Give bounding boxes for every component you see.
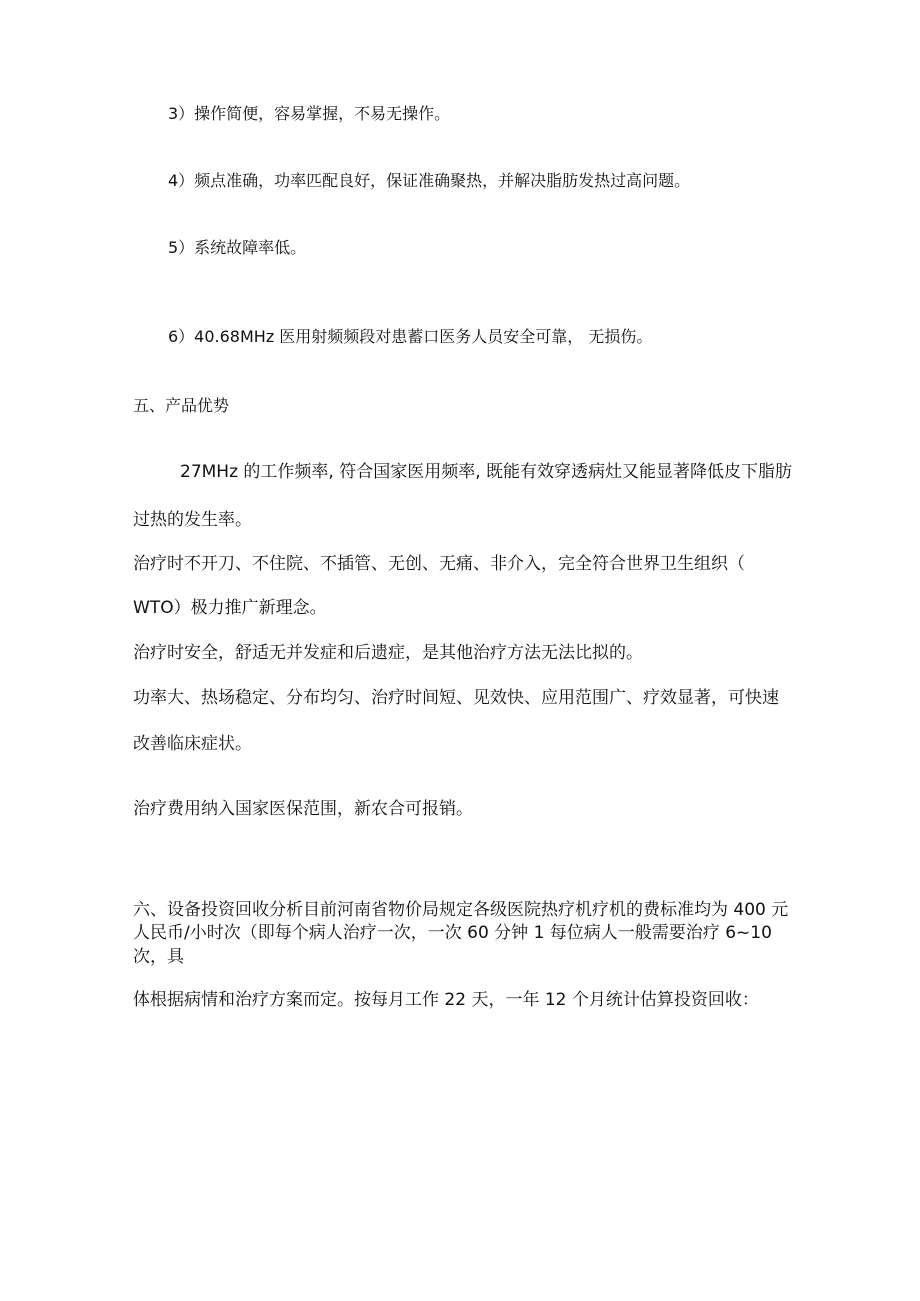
section-5-paragraph-3: 治疗时安全，舒适无并发症和后遗症，是其他治疗方法无法比拟的。 (133, 643, 643, 663)
section-5-paragraph-4-line-1: 功率大、热场稳定、分布均匀、治疗时间短、见效快、应用范围广、疗效显著，可快速 (133, 688, 779, 708)
list-item-5: 5）系统故障率低。 (168, 238, 307, 257)
section-6-line-3: 次，具 (133, 947, 184, 967)
section-6-line-4: 体根据病情和治疗方案而定。按每月工作 22 天，一年 12 个月统计估算投资回收： (133, 990, 759, 1010)
list-item-6: 6）40.68MHz 医用射频频段对患蓄口医务人员安全可靠， 无损伤。 (168, 327, 653, 346)
section-5-paragraph-2-line-2: WTO）极力推广新理念。 (133, 598, 327, 618)
section-5-paragraph-4-line-2: 改善临床症状。 (133, 734, 252, 754)
list-item-4: 4）频点准确，功率匹配良好，保证准确聚热，并解决脂肪发热过高问题。 (168, 171, 691, 190)
section-6-line-1: 六、设备投资回收分析目前河南省物价局规定各级医院热疗机疗机的费标准均为 400 元 (133, 900, 789, 920)
section-5-paragraph-1-line-1: 27MHz 的工作频率, 符合国家医用频率, 既能有效穿透病灶又能显著降低皮下脂肪 (180, 462, 793, 482)
section-5-paragraph-2-line-1: 治疗时不开刀、不住院、不插管、无创、无痛、非介入，完全符合世界卫生组织（ (133, 554, 745, 574)
section-5-heading: 五、产品优势 (133, 396, 230, 415)
section-5-paragraph-5: 治疗费用纳入国家医保范围，新农合可报销。 (133, 799, 473, 819)
section-5-paragraph-1-line-2: 过热的发生率。 (133, 510, 252, 530)
section-6-line-2: 人民币/小时次（即每个病人治疗一次，一次 60 分钟 1 每位病人一般需要治疗 6~10 (133, 923, 772, 943)
list-item-3: 3）操作简便，容易掌握，不易无操作。 (168, 104, 451, 123)
